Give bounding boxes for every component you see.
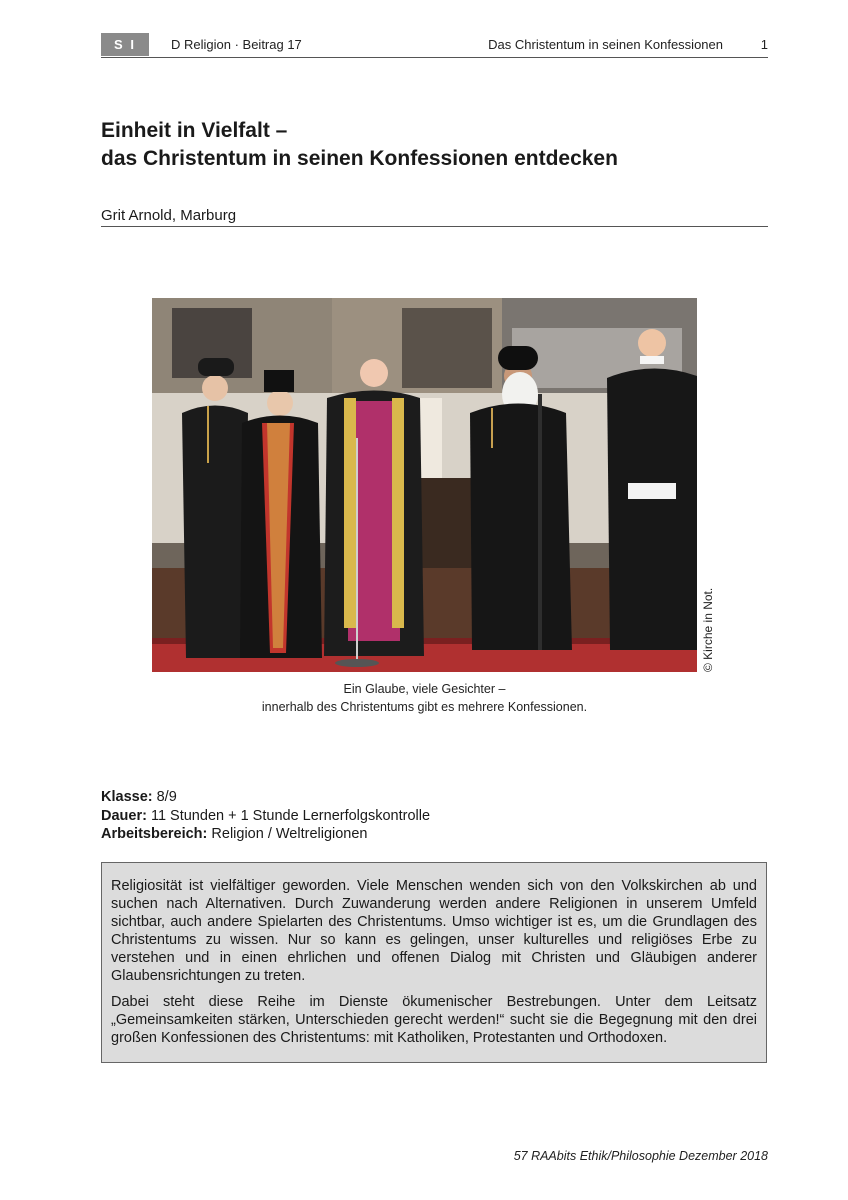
level-badge: S I <box>101 33 149 56</box>
header-title: Das Christentum in seinen Konfessionen <box>488 37 723 52</box>
arbeitsbereich-label: Arbeitsbereich: <box>101 826 208 842</box>
caption-line-1: Ein Glaube, viele Gesichter – <box>343 682 506 696</box>
arbeitsbereich-row <box>101 825 430 844</box>
arbeitsbereich-value: Religion / Weltreligionen <box>207 826 368 842</box>
klasse-value: 8/9 <box>152 789 177 805</box>
title-line-2: das Christentum in seinen Konfessionen entdecken <box>101 147 618 170</box>
photo-caption <box>152 680 697 716</box>
section-label: D Religion · Beitrag 17 <box>171 37 302 52</box>
photo-credit: © Kirche in Not. <box>701 587 715 672</box>
page-number: 1 <box>760 37 768 52</box>
publication-footer: 57 RAAbits Ethik/Philosophie Dezember 2018 <box>513 1149 768 1163</box>
running-header <box>101 33 768 58</box>
dauer-row <box>101 807 430 826</box>
intro-paragraph-2: Dabei steht diese Reihe im Dienste ökumenischer Bestrebungen. Unter dem Leitsatz „Gemeinsamkeiten stärken, Unterschieden gerecht werden!“ sucht sie die Begegnung mit den drei großen Konfessionen des Christentums: mit Katholiken, Protestanten und Orthodoxen. <box>111 994 757 1046</box>
clergy-photo <box>152 298 697 672</box>
page-title <box>101 117 768 173</box>
title-line-1: Einheit in Vielfalt – <box>101 119 288 142</box>
dauer-label: Dauer: <box>101 807 147 824</box>
dauer-value: 11 Stunden + 1 Stunde Lernerfolgskontrolle <box>146 807 431 824</box>
intro-paragraph-1: Religiosität ist vielfältiger geworden. Viele Menschen wenden sich von den Volkskirchen ab und suchen nach Alternativen. Durch Zuwanderung werden andere Religionen in unserem Umfeld sichtbar, auch andere Spielarten des Christentums. Umso wichtiger ist es, um die Grundlagen des Christentums zu wissen. Nur so kann es gelingen, unser kulturelles und religiöses Erbe zu verstehen und in einen ehrlichen und offenen Dialog mit Christen und Gläubigen anderer Glaubensrichtungen zu treten. <box>111 878 757 984</box>
author-line: Grit Arnold, Marburg <box>101 207 768 227</box>
lesson-metadata <box>101 788 430 844</box>
klasse-row <box>101 788 430 807</box>
klasse-label: Klasse: <box>101 789 153 805</box>
intro-box <box>101 862 767 1063</box>
caption-line-2: innerhalb des Christentums gibt es mehrere Konfessionen. <box>261 700 588 714</box>
